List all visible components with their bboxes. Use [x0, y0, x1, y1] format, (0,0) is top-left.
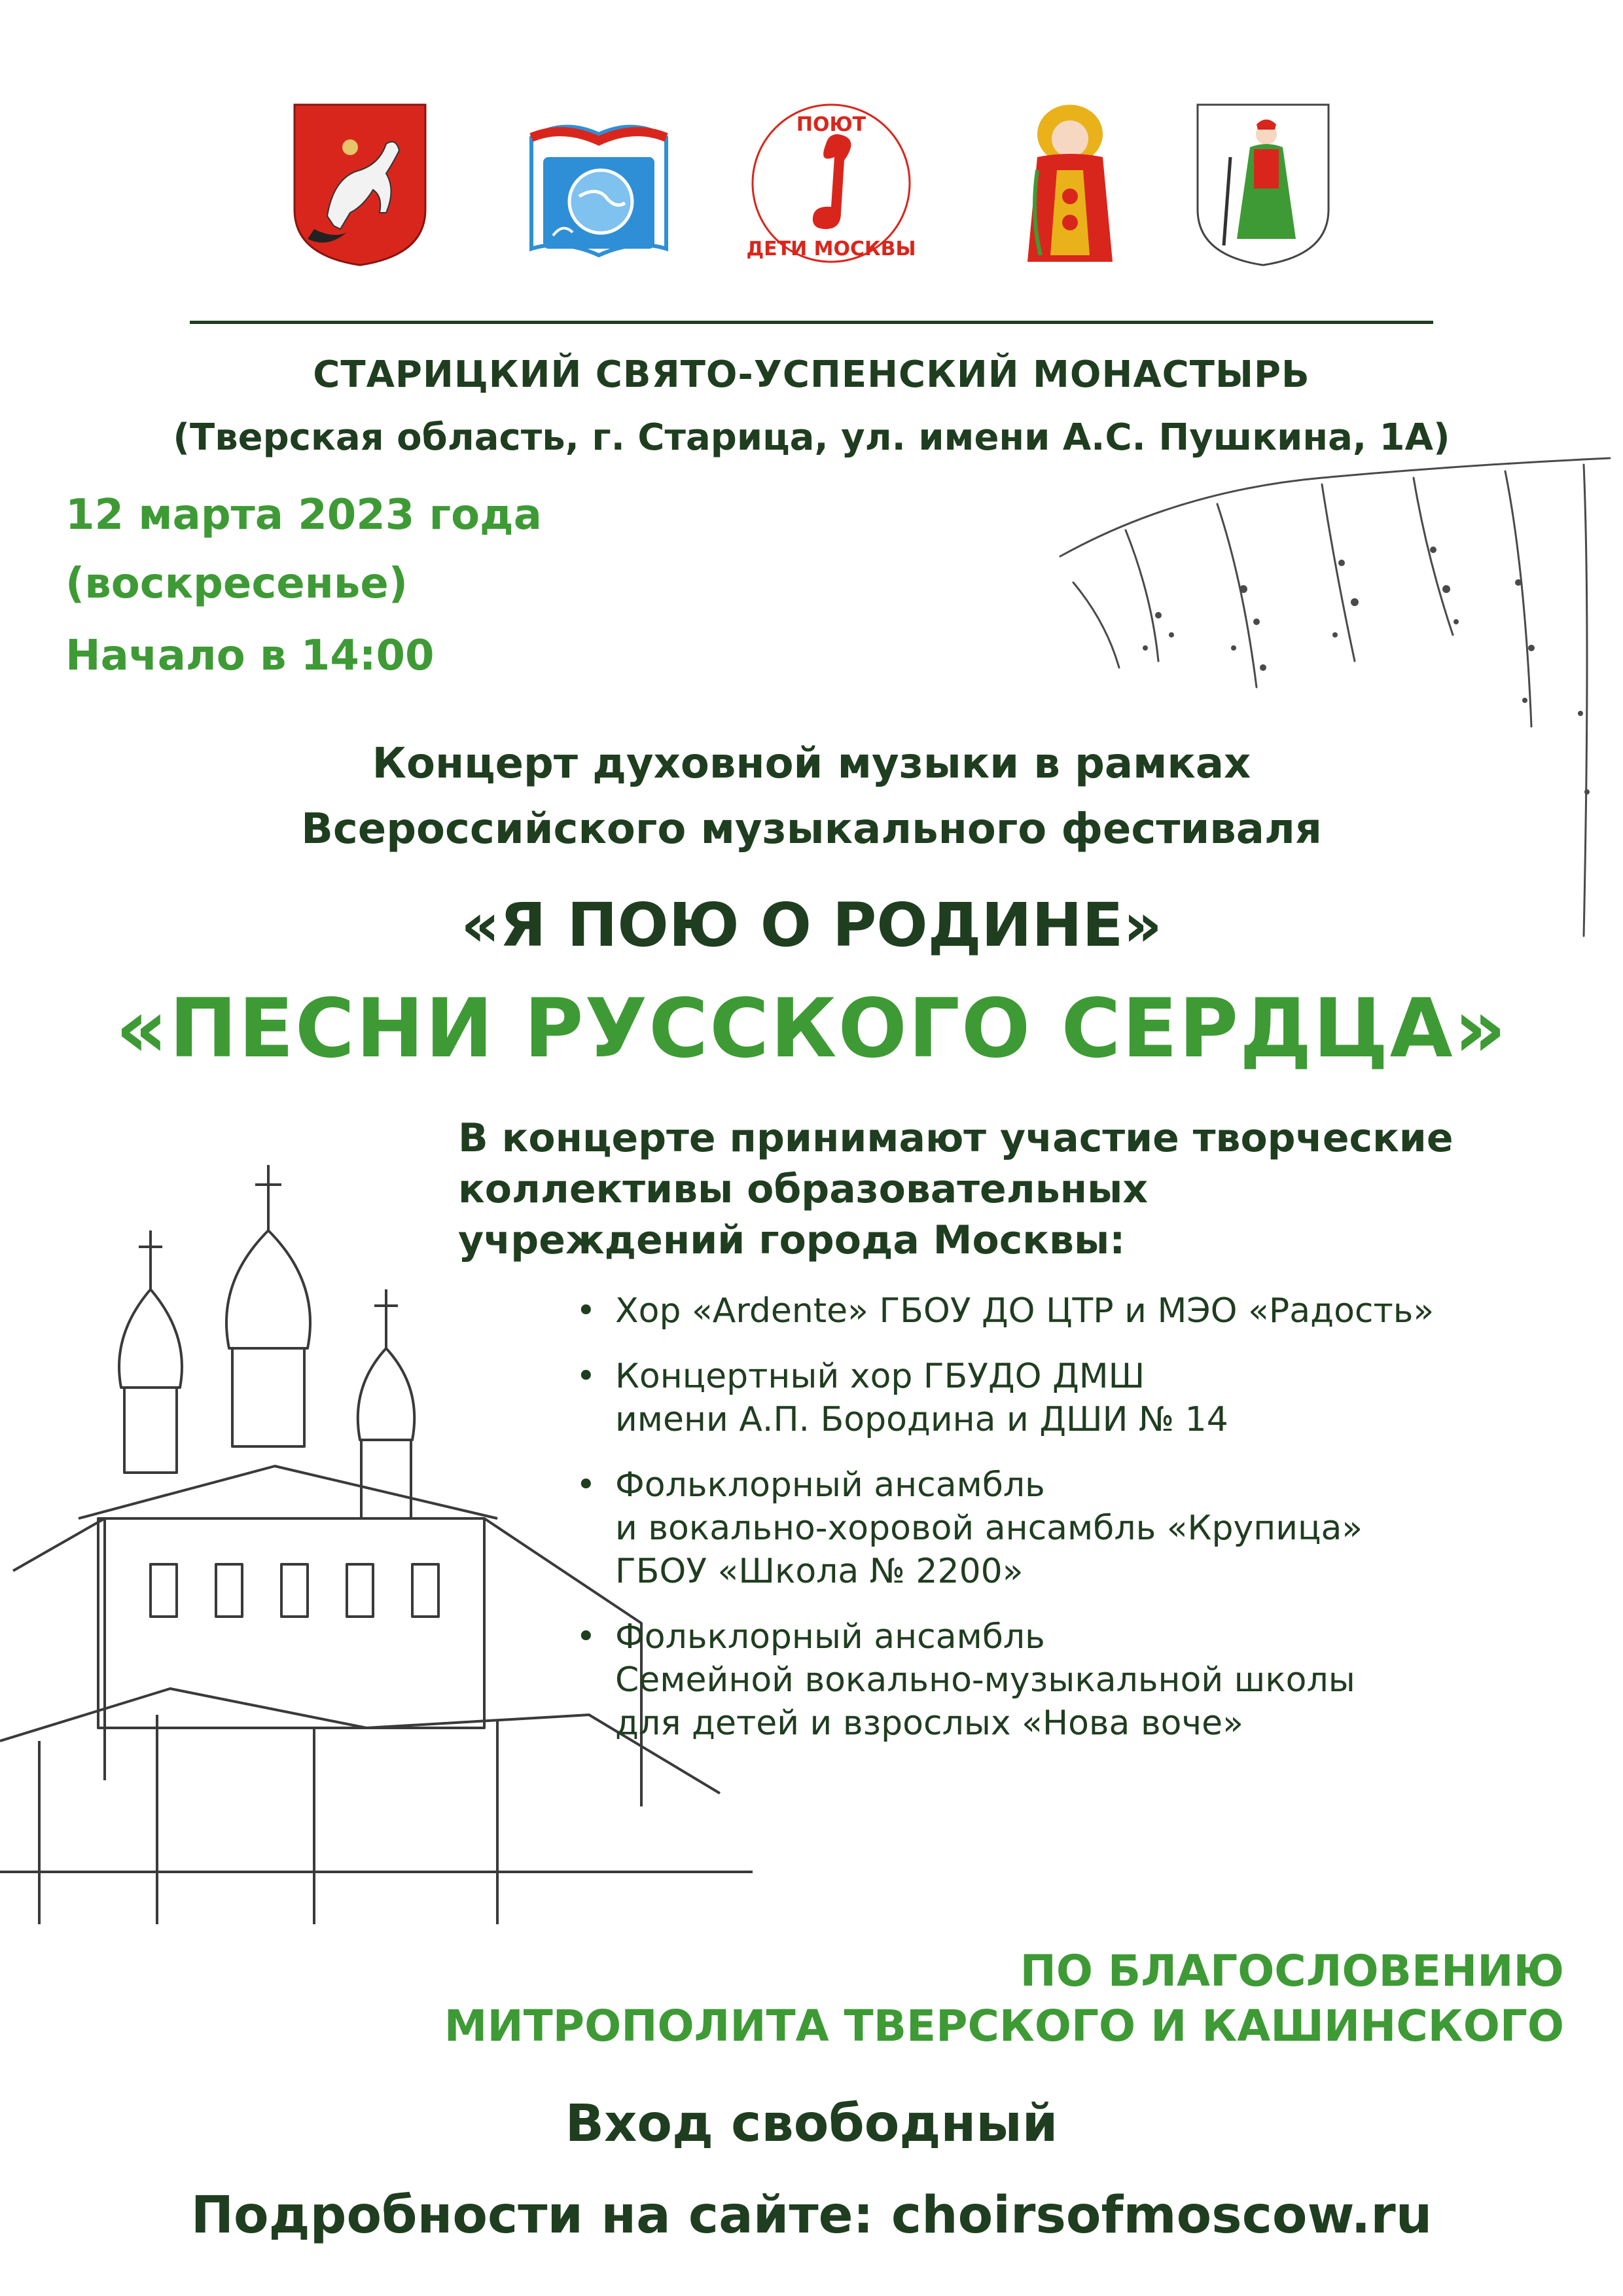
venue-address: (Тверская область, г. Старица, ул. имени А.С. Пушкина, 1А)	[173, 416, 1450, 459]
bullet-icon: •	[576, 1291, 596, 1331]
blessing-line1: ПО БЛАГОСЛОВЕНИЮ	[1020, 1946, 1564, 1996]
radost-matryoshka-logo-icon	[1021, 98, 1119, 268]
list-item: • Хор «Ardente» ГБОУ ДО ЦТР и МЭО «Радость»	[576, 1289, 1590, 1333]
concert-title: «ПЕСНИ РУССКОГО СЕРДЦА»	[115, 982, 1508, 1076]
list-item: • Концертный хор ГБУДО ДМШ имени А.П. Бородина и ДШИ № 14	[576, 1355, 1590, 1441]
svg-text:ПОЮТ: ПОЮТ	[796, 113, 866, 136]
list-item: • Фольклорный ансамбль и вокально-хоровой ансамбль «Крупица» ГБОУ «Школа № 2200»	[576, 1463, 1590, 1593]
participants-heading-line2: коллективы образовательных	[458, 1166, 1149, 1212]
blessing	[255, 1944, 1564, 2054]
bullet-icon: •	[576, 1465, 596, 1505]
bullet-icon: •	[576, 1617, 596, 1657]
event-start-time: Начало в 14:00	[65, 632, 435, 680]
participants-heading-line3: учреждений города Москвы:	[458, 1217, 1126, 1263]
blessing-line2: МИТРОПОЛИТА ТВЕРСКОГО И КАШИНСКОГО	[444, 2001, 1564, 2051]
singing-children-of-moscow-logo-icon	[746, 98, 916, 268]
concert-intro-line1: Концерт духовной музыки в рамках	[372, 740, 1251, 788]
tree-branch-sketch-icon	[1047, 452, 1623, 949]
free-entry-notice: Вход свободный	[565, 2094, 1058, 2153]
staritsa-coat-of-arms-icon	[1191, 98, 1335, 268]
participants-heading-line1: В концерте принимают участие творческие	[458, 1115, 1454, 1161]
participant-groups-list	[576, 1289, 1590, 1767]
festival-name: «Я ПОЮ О РОДИНЕ»	[461, 890, 1162, 960]
event-date: 12 марта 2023 года	[65, 491, 542, 539]
event-weekday: (воскресенье)	[65, 560, 408, 608]
svg-text:ДЕТИ МОСКВЫ: ДЕТИ МОСКВЫ	[746, 238, 916, 260]
list-item: • Фольклорный ансамбль Семейной вокально-музыкальной школы для детей и взрослых «Нова воче»	[576, 1615, 1590, 1745]
venue-name: СТАРИЦКИЙ СВЯТО-УСПЕНСКИЙ МОНАСТЫРЬ	[313, 353, 1310, 396]
bullet-icon: •	[576, 1357, 596, 1396]
participants-heading	[458, 1113, 1571, 1266]
website-link[interactable]: Подробности на сайте: choirsofmoscow.ru	[190, 2186, 1433, 2245]
education-department-logo-icon	[524, 98, 674, 268]
header-divider	[190, 321, 1433, 324]
moscow-coat-of-arms-icon	[288, 98, 432, 268]
concert-intro-line2: Всероссийского музыкального фестиваля	[301, 805, 1322, 853]
